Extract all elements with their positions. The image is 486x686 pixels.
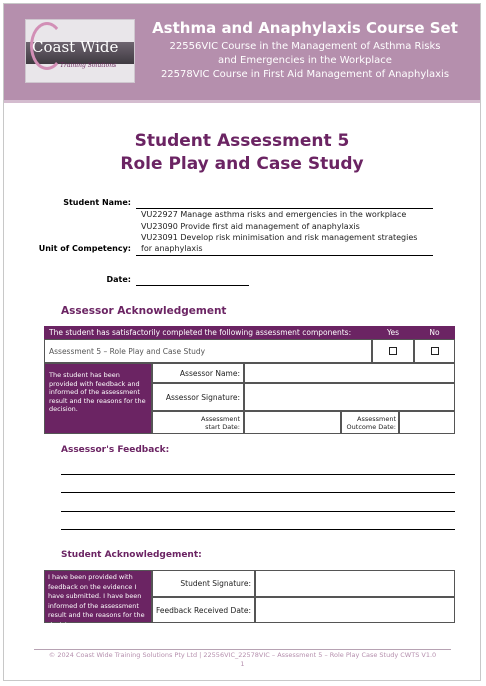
yes-checkbox[interactable] — [389, 347, 397, 355]
page-number: 1 — [240, 660, 245, 668]
unit-underline — [136, 255, 433, 256]
assessor-name-label: Assessor Name: — [152, 363, 244, 383]
no-cell — [414, 339, 455, 363]
unit-line-3: VU23091 Develop risk minimisation and risk management strategies — [141, 233, 418, 242]
start-date-label-line2: start Date: — [205, 423, 240, 431]
feedback-line-2[interactable] — [61, 492, 455, 493]
feedback-provided-note: The student has been provided with feedback and informed of the assessment result and the reasons for the decision. — [44, 363, 152, 434]
yes-cell — [372, 339, 414, 363]
date-label: Date: — [106, 275, 131, 284]
student-name-label: Student Name: — [63, 198, 131, 207]
assessor-signature-field[interactable] — [244, 383, 455, 411]
student-name-field[interactable] — [136, 208, 433, 209]
assessor-name-field[interactable] — [244, 363, 455, 383]
outcome-date-field[interactable] — [399, 411, 455, 434]
start-date-label — [152, 411, 244, 434]
start-date-field[interactable] — [244, 411, 341, 434]
yes-header: Yes — [372, 326, 414, 339]
student-ack-heading: Student Acknowledgement: — [61, 550, 202, 560]
outcome-date-label — [341, 411, 399, 434]
unit-label: Unit of Competency: — [38, 244, 131, 253]
unit-line-2: VU23090 Provide first aid management of anaphylaxis — [141, 222, 360, 231]
feedback-received-date-field[interactable] — [255, 597, 455, 623]
footer-divider — [34, 649, 451, 650]
unit-line-4: for anaphylaxis — [141, 244, 203, 253]
completion-header: The student has satisfactorily completed the following assessment components: — [44, 326, 372, 339]
feedback-line-4[interactable] — [61, 529, 455, 530]
no-checkbox[interactable] — [431, 347, 439, 355]
start-date-label-line1: Assessment — [201, 415, 240, 423]
student-signature-label: Student Signature: — [152, 570, 255, 597]
course-line-2: and Emergencies in the Workplace — [218, 55, 392, 66]
assessor-signature-label: Assessor Signature: — [152, 383, 244, 411]
student-ack-note: I have been provided with feedback on the evidence I have submitted. I have been informed of the assessment result and the reasons for the decision. — [44, 570, 152, 623]
company-logo — [25, 19, 135, 83]
assessor-ack-heading: Assessor Acknowledgement — [61, 305, 227, 317]
feedback-received-date-label: Feedback Received Date: — [152, 597, 255, 623]
course-set-title: Asthma and Anaphylaxis Course Set — [152, 19, 458, 37]
assessment-component: Assessment 5 – Role Play and Case Study — [44, 339, 372, 363]
assessor-feedback-heading: Assessor's Feedback: — [61, 445, 170, 455]
no-header: No — [414, 326, 455, 339]
header-divider — [4, 100, 480, 103]
logo-main-text: Coast Wide — [32, 38, 119, 56]
course-line-3: 22578VIC Course in First Aid Management of Anaphylaxis — [160, 69, 450, 80]
assessment-subtitle: Role Play and Case Study — [120, 154, 364, 174]
course-line-1: 22556VIC Course in the Management of Asthma Risks — [169, 41, 441, 52]
feedback-line-3[interactable] — [61, 511, 455, 512]
logo-sub-text: Training Solutions — [60, 62, 117, 69]
outcome-date-label-line1: Assessment — [357, 415, 396, 423]
assessment-title: Student Assessment 5 — [134, 131, 350, 151]
student-signature-field[interactable] — [255, 570, 455, 597]
feedback-line-1[interactable] — [61, 474, 455, 475]
outcome-date-label-line2: Outcome Date: — [346, 423, 396, 431]
footer-text: © 2024 Coast Wide Training Solutions Pty Ltd | 22556VIC_22578VIC – Assessment 5 – Role Play Case Study CWTS V1.0 — [48, 651, 437, 659]
date-field[interactable] — [136, 285, 249, 286]
unit-line-1: VU22927 Manage asthma risks and emergencies in the workplace — [141, 210, 407, 219]
document-page — [3, 3, 481, 681]
